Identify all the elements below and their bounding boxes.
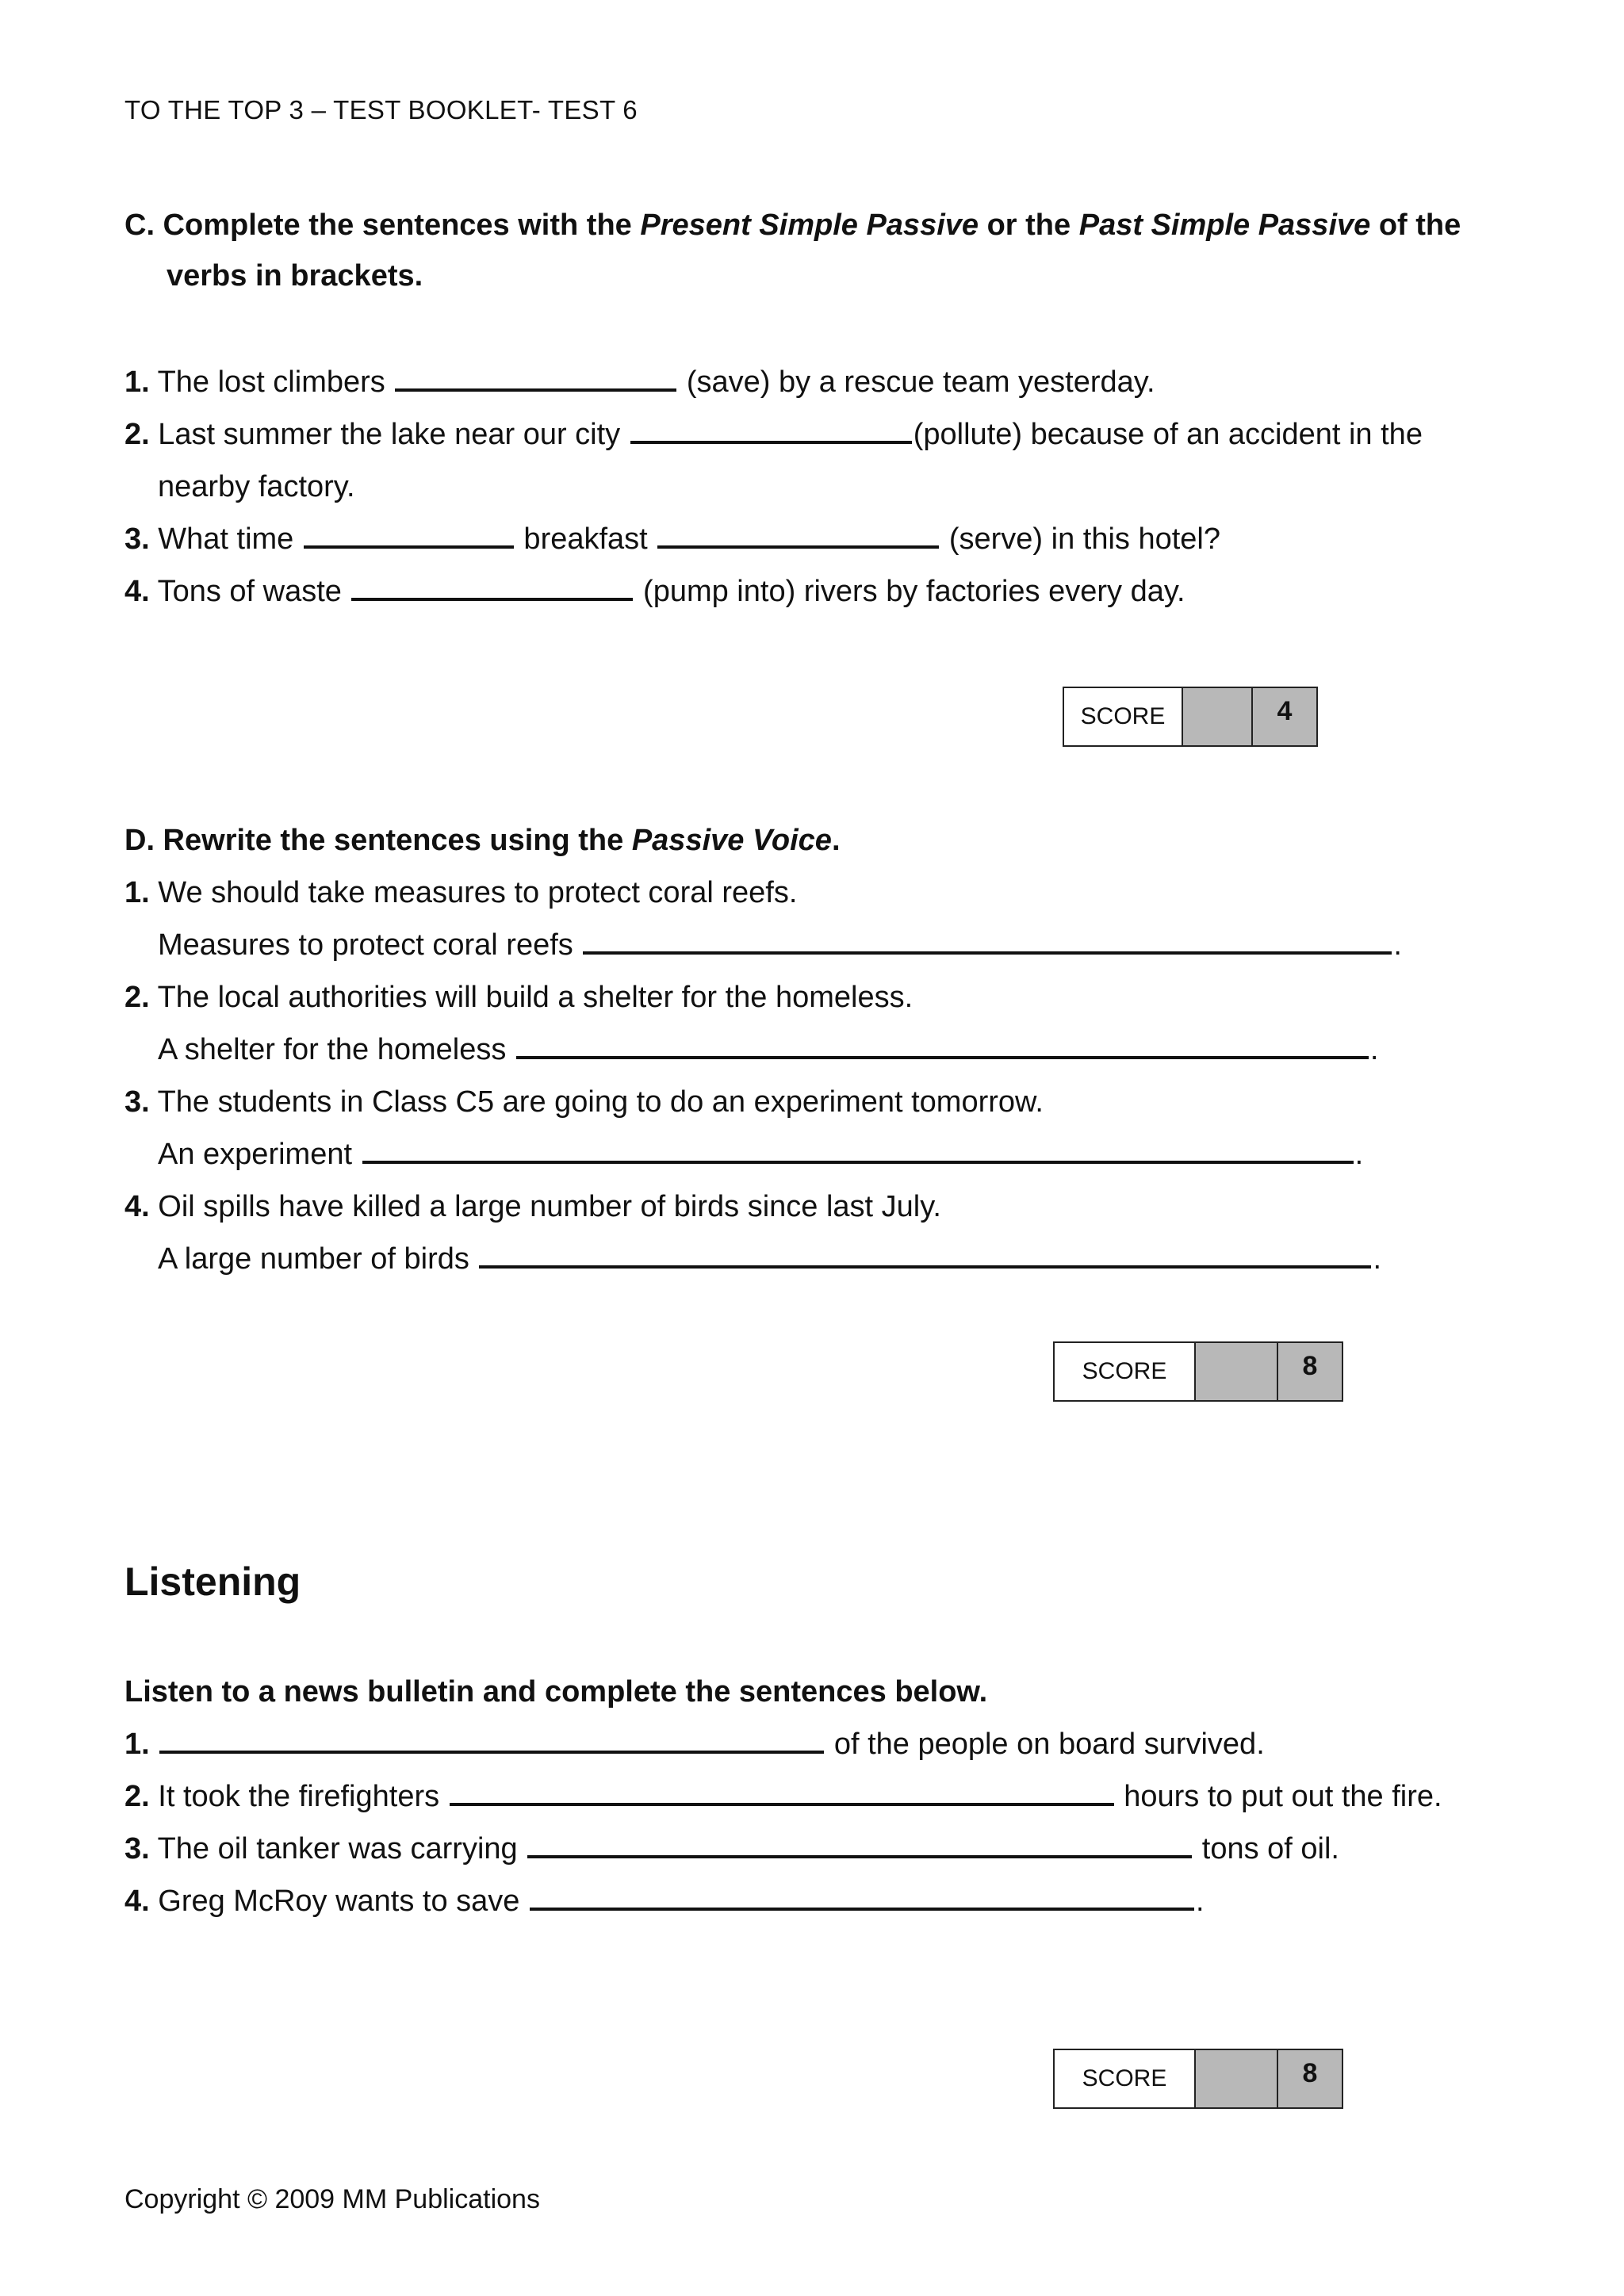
- d-item-4-answer: A large number of birds .: [158, 1242, 1381, 1276]
- answer-blank[interactable]: [583, 928, 1392, 955]
- d-item-3-answer: An experiment .: [158, 1138, 1364, 1171]
- score-field[interactable]: [1196, 1343, 1278, 1400]
- score-field[interactable]: [1183, 688, 1253, 745]
- page-header: TO THE TOP 3 – TEST BOOKLET- TEST 6: [124, 95, 638, 124]
- answer-blank[interactable]: [516, 1032, 1369, 1059]
- score-box-c: [1063, 687, 1318, 747]
- answer-blank[interactable]: [479, 1242, 1371, 1269]
- c-item-2-continued: nearby factory.: [158, 470, 355, 503]
- c-item-4: 4. Tons of waste (pump into) rivers by factories every day.: [124, 575, 1185, 608]
- answer-blank[interactable]: [450, 1779, 1114, 1806]
- listening-item-3: 3. The oil tanker was carrying tons of oil.: [124, 1832, 1339, 1866]
- c-item-3: 3. What time breakfast (serve) in this hotel?: [124, 522, 1221, 556]
- score-max: 8: [1278, 2050, 1342, 2107]
- answer-blank[interactable]: [630, 417, 912, 444]
- d-item-1: 1. We should take measures to protect coral reefs.: [124, 876, 798, 909]
- score-label: SCORE: [1064, 688, 1183, 745]
- listening-item-4: 4. Greg McRoy wants to save .: [124, 1885, 1205, 1918]
- listening-item-2: 2. It took the firefighters hours to put out the fire.: [124, 1780, 1442, 1813]
- answer-blank[interactable]: [304, 522, 514, 549]
- score-label: SCORE: [1055, 1343, 1196, 1400]
- listening-instructions: Listen to a news bulletin and complete the sentences below.: [124, 1675, 988, 1709]
- answer-blank[interactable]: [657, 522, 939, 549]
- c-item-2: 2. Last summer the lake near our city (pollute) because of an accident in the: [124, 418, 1423, 451]
- answer-blank[interactable]: [395, 365, 676, 392]
- score-max: 8: [1278, 1343, 1342, 1400]
- answer-blank[interactable]: [351, 574, 633, 601]
- section-d-instructions: D. Rewrite the sentences using the Passive Voice.: [124, 824, 841, 857]
- score-box-listening: [1053, 2049, 1343, 2109]
- score-box-d: [1053, 1341, 1343, 1402]
- d-item-1-answer: Measures to protect coral reefs .: [158, 928, 1402, 962]
- d-item-2-answer: A shelter for the homeless .: [158, 1033, 1379, 1066]
- score-label: SCORE: [1055, 2050, 1196, 2107]
- listening-item-1: 1. of the people on board survived.: [124, 1728, 1265, 1761]
- listening-heading: Listening: [124, 1559, 301, 1604]
- d-item-2: 2. The local authorities will build a shelter for the homeless.: [124, 981, 914, 1014]
- answer-blank[interactable]: [362, 1137, 1354, 1164]
- d-item-4: 4. Oil spills have killed a large number of birds since last July.: [124, 1190, 941, 1223]
- copyright-footer: Copyright © 2009 MM Publications: [124, 2184, 540, 2214]
- answer-blank[interactable]: [530, 1884, 1194, 1911]
- d-item-3: 3. The students in Class C5 are going to do an experiment tomorrow.: [124, 1085, 1044, 1119]
- section-c-instructions: C. Complete the sentences with the Present Simple Passive or the Past Simple Passive of the: [124, 209, 1461, 242]
- c-item-1: 1. The lost climbers (save) by a rescue team yesterday.: [124, 365, 1155, 399]
- section-c-instructions-line2: verbs in brackets.: [167, 259, 423, 293]
- score-field[interactable]: [1196, 2050, 1278, 2107]
- answer-blank[interactable]: [159, 1727, 824, 1754]
- answer-blank[interactable]: [527, 1831, 1192, 1858]
- score-max: 4: [1253, 688, 1316, 745]
